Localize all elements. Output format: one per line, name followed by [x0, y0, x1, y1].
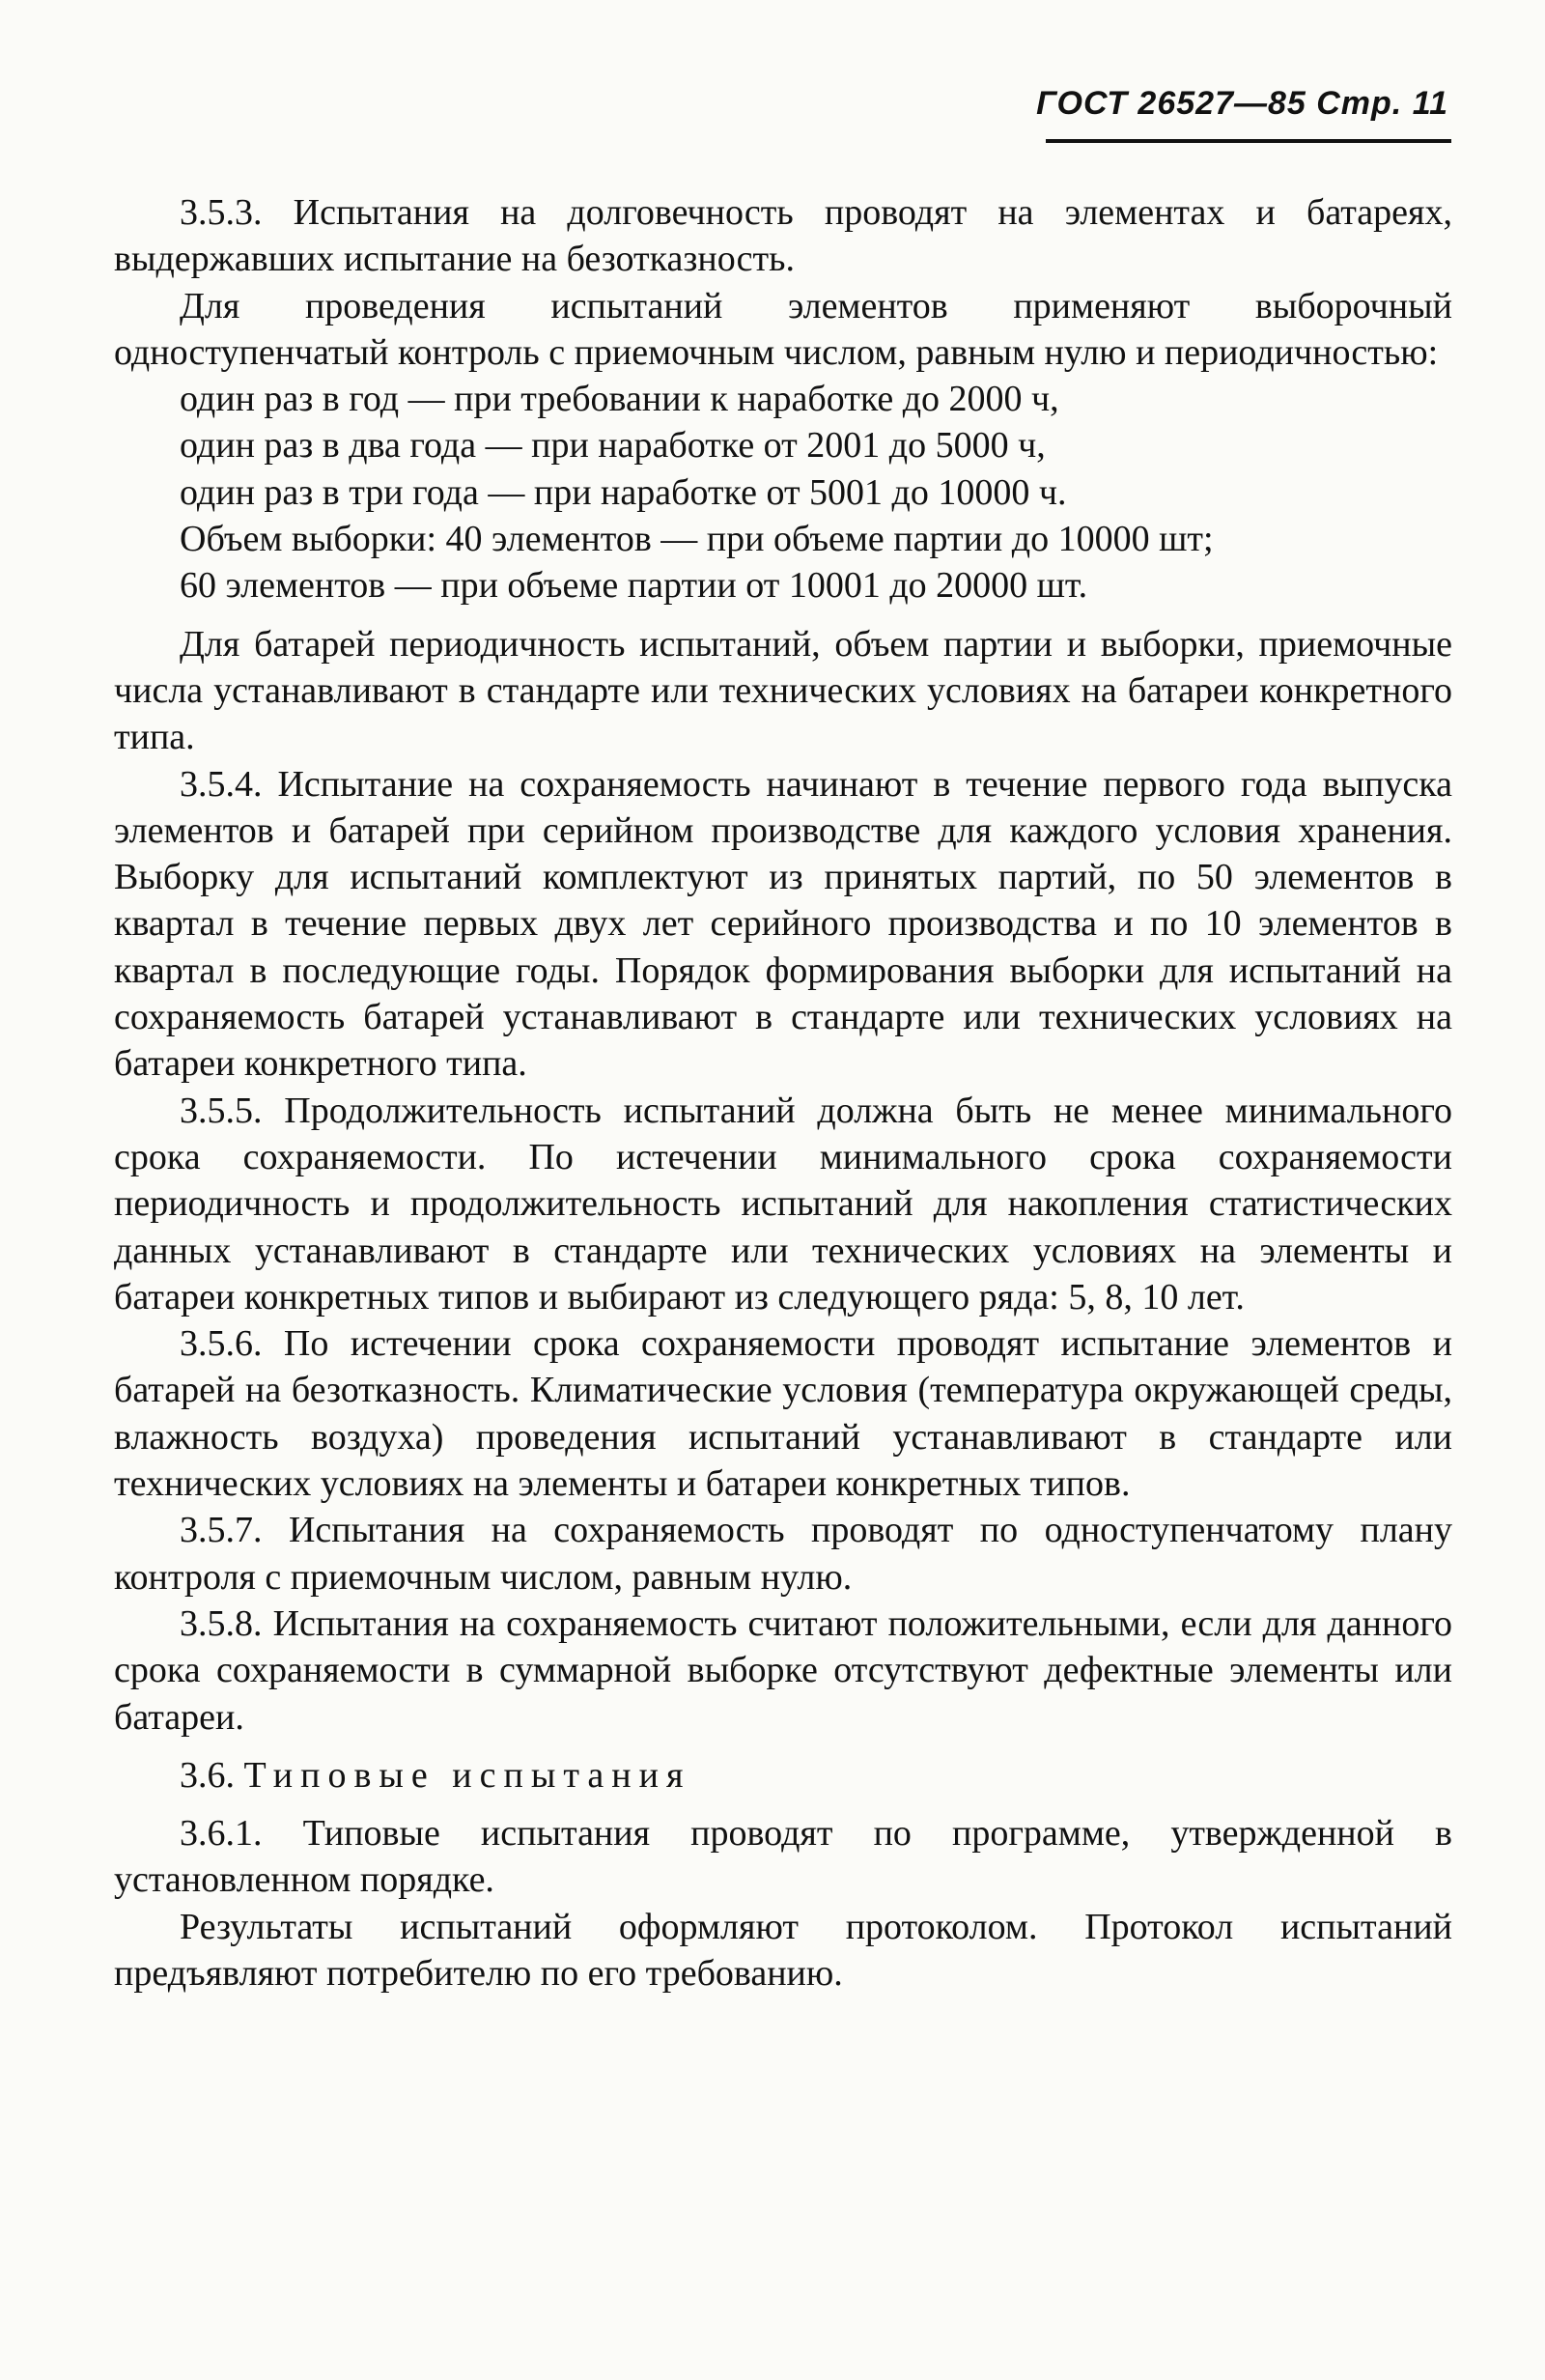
paragraph-sampling: Для проведения испытаний элементов применяют выборочный одноступенчатый контроль с приемочным числом, равным нулю и периодичностью: — [114, 285, 1452, 373]
section-heading-3-6 — [114, 1752, 1452, 1799]
paragraph-3-5-6: 3.5.6. По истечении срока сохраняемости проводят испытание элементов и батарей на безотказность. Климатические условия (температура окружающей среды, влажность воздуха) проведения испытаний устанавливают в стандарте или технических условиях на элементы и батареи конкретных типов. — [114, 1323, 1452, 1505]
header-rule — [1046, 139, 1451, 143]
list-item: один раз в три года — при наработке от 5001 до 10000 ч. — [180, 471, 1067, 513]
paragraph-3-5-7: 3.5.7. Испытания на сохраняемость проводят по одноступенчатому плану контроля с приемочным числом, равным нулю. — [114, 1510, 1452, 1598]
list-item: один раз в год — при требовании к наработке до 2000 ч, — [180, 379, 1059, 420]
paragraph-3-5-8: 3.5.8. Испытания на сохраняемость считают положительными, если для данного срока сохраняемости в суммарной выборке отсутствуют дефектные элементы или батареи. — [114, 1602, 1452, 1738]
sample-volume-2: 60 элементов — при объеме партии от 10001 до 20000 шт. — [180, 565, 1088, 607]
periodicity-list — [180, 376, 1452, 516]
paragraph-3-5-4: 3.5.4. Испытание на сохраняемость начинают в течение первого года выпуска элементов и батарей при серийном производстве для каждого условия хранения. Выборку для испытаний комплектуют из принятых партий, по 50 элементов в квартал в течение первых двух лет серийного производства и по 10 элементов в квартал в последующие годы. Порядок формирования выборки для испытаний на сохраняемость батарей устанавливают в стандарте или технических условиях на батареи конкретного типа. — [114, 763, 1452, 1085]
paragraph-3-5-5: 3.5.5. Продолжительность испытаний должна быть не менее минимального срока сохраняемости. По истечении минимального срока сохраняемости периодичность и продолжительность испытаний для накопления статистических данных устанавливают в стандарте или технических условиях на элементы и батареи конкретных типов и выбирают из следующего ряда: 5, 8, 10 лет. — [114, 1090, 1452, 1318]
section-number: 3.6. — [180, 1754, 235, 1796]
document-body — [114, 189, 1452, 1997]
sample-volume-1: Объем выборки: 40 элементов — при объеме партии до 10000 шт; — [180, 519, 1214, 560]
paragraph-batteries: Для батарей периодичность испытаний, объем партии и выборки, приемочные числа устанавливают в стандарте или технических условиях на батареи конкретного типа. — [114, 623, 1452, 758]
paragraph-3-6-1: 3.6.1. Типовые испытания проводят по программе, утвержденной в установленном порядке. — [114, 1813, 1452, 1901]
page-header: ГОСТ 26527—85 Стр. 11 — [1036, 85, 1448, 122]
paragraph-3-5-3: 3.5.3. Испытания на долговечность проводят на элементах и батареях, выдержавших испытание на безотказность. — [114, 192, 1452, 280]
section-title: Типовые испытания — [243, 1754, 691, 1796]
list-item: один раз в два года — при наработке от 2001 до 5000 ч, — [180, 425, 1046, 467]
paragraph-results: Результаты испытаний оформляют протоколом. Протокол испытаний предъявляют потребителю по его требованию. — [114, 1906, 1452, 1994]
